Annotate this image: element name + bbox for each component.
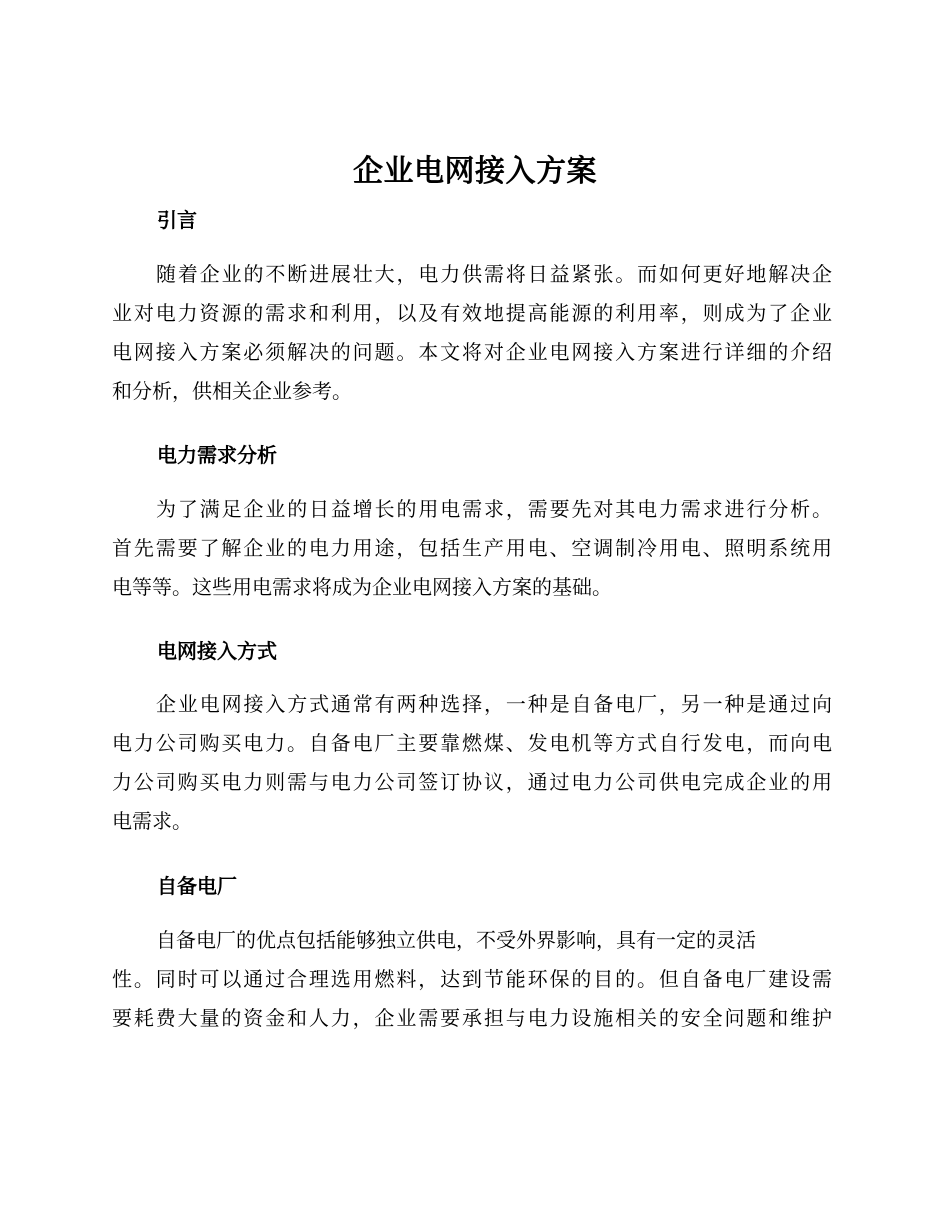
paragraph-line: 力公司购买电力则需与电力公司签订协议，通过电力公司供电完成企业的用 — [112, 770, 832, 794]
paragraph-line: 企业电网接入方式通常有两种选择，一种是自备电厂，另一种是通过向 — [156, 692, 832, 716]
section-paragraph-self-owned-plant — [112, 921, 832, 1038]
paragraph-line: 要耗费大量的资金和人力，企业需要承担与电力设施相关的安全问题和维护 — [112, 1006, 832, 1030]
paragraph-line: 和分析，供相关企业参考。 — [112, 379, 352, 403]
paragraph-line: 业对电力资源的需求和利用，以及有效地提高能源的利用率，则成为了企业 — [112, 301, 832, 325]
section-heading-self-owned-plant: 自备电厂 — [157, 874, 237, 898]
paragraph-line: 电需求。 — [112, 809, 192, 833]
section-paragraph-introduction — [112, 255, 832, 411]
section-heading-power-demand: 电力需求分析 — [157, 443, 277, 467]
paragraph-line: 自备电厂的优点包括能够独立供电，不受外界影响，具有一定的灵活 — [156, 928, 756, 952]
section-heading-grid-access: 电网接入方式 — [157, 639, 277, 663]
paragraph-line: 为了满足企业的日益增长的用电需求，需要先对其电力需求进行分析。 — [156, 497, 832, 521]
paragraph-line: 随着企业的不断进展壮大，电力供需将日益紧张。而如何更好地解决企 — [156, 262, 832, 286]
paragraph-line: 电等等。这些用电需求将成为企业电网接入方案的基础。 — [112, 575, 612, 599]
paragraph-line: 首先需要了解企业的电力用途，包括生产用电、空调制冷用电、照明系统用 — [112, 536, 832, 560]
document-title: 企业电网接入方案 — [353, 154, 597, 189]
section-paragraph-grid-access — [112, 685, 832, 841]
section-heading-introduction: 引言 — [157, 208, 197, 232]
paragraph-line: 性。同时可以通过合理选用燃料，达到节能环保的目的。但自备电厂建设需 — [112, 967, 832, 991]
paragraph-line: 电力公司购买电力。自备电厂主要靠燃煤、发电机等方式自行发电，而向电 — [112, 731, 832, 755]
section-paragraph-power-demand — [112, 490, 832, 607]
paragraph-line: 电网接入方案必须解决的问题。本文将对企业电网接入方案进行详细的介绍 — [112, 340, 832, 364]
